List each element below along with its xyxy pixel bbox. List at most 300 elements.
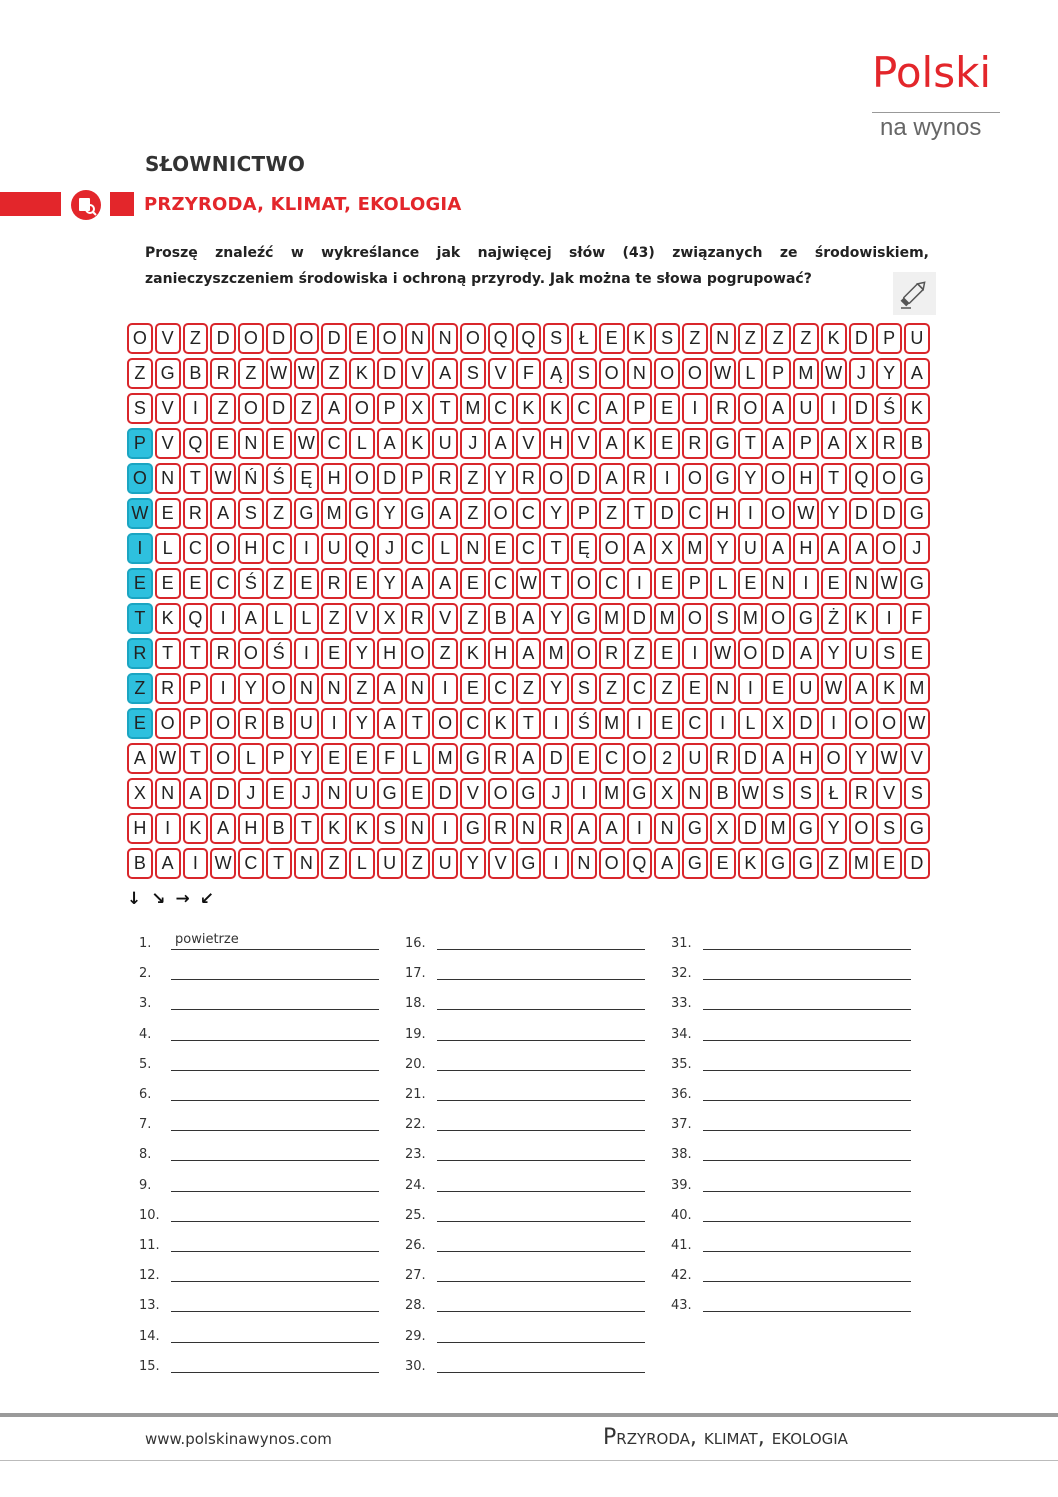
answer-input-line[interactable] <box>703 1040 911 1041</box>
grid-cell[interactable]: N <box>710 323 736 354</box>
grid-cell[interactable]: Z <box>321 848 347 879</box>
grid-cell[interactable]: I <box>571 778 597 809</box>
grid-cell[interactable]: T <box>738 428 764 459</box>
grid-cell[interactable]: N <box>627 358 653 389</box>
answer-input-line[interactable] <box>437 1251 645 1252</box>
grid-cell[interactable]: N <box>516 813 542 844</box>
grid-cell[interactable]: N <box>654 813 680 844</box>
grid-cell[interactable]: N <box>682 778 708 809</box>
grid-cell[interactable]: Ś <box>876 393 902 424</box>
grid-cell[interactable]: O <box>238 323 264 354</box>
grid-cell[interactable]: C <box>516 498 542 529</box>
grid-cell[interactable]: T <box>183 463 209 494</box>
grid-cell[interactable]: W <box>155 743 181 774</box>
grid-cell[interactable]: Ą <box>543 358 569 389</box>
grid-cell[interactable]: G <box>793 813 819 844</box>
grid-cell[interactable]: Q <box>488 323 514 354</box>
answer-input-line[interactable] <box>437 1100 645 1101</box>
grid-cell[interactable]: Ś <box>238 568 264 599</box>
grid-cell[interactable]: G <box>765 848 791 879</box>
grid-cell[interactable]: E <box>349 323 375 354</box>
grid-cell[interactable]: M <box>432 743 458 774</box>
grid-cell[interactable]: Z <box>321 603 347 634</box>
grid-cell[interactable]: G <box>682 813 708 844</box>
grid-cell[interactable]: G <box>294 498 320 529</box>
grid-cell[interactable]: A <box>654 848 680 879</box>
grid-cell[interactable]: I <box>210 673 236 704</box>
grid-cell[interactable]: D <box>377 358 403 389</box>
grid-cell[interactable]: R <box>183 498 209 529</box>
grid-cell[interactable]: G <box>904 813 930 844</box>
grid-cell[interactable]: C <box>599 743 625 774</box>
grid-cell[interactable]: S <box>793 778 819 809</box>
grid-cell[interactable]: B <box>904 428 930 459</box>
grid-cell[interactable]: O <box>849 708 875 739</box>
grid-cell[interactable]: W <box>516 568 542 599</box>
grid-cell[interactable]: S <box>543 323 569 354</box>
grid-cell[interactable]: Y <box>821 498 847 529</box>
grid-cell[interactable]: I <box>294 638 320 669</box>
grid-cell[interactable]: U <box>349 778 375 809</box>
grid-cell[interactable]: A <box>793 638 819 669</box>
grid-cell[interactable]: X <box>405 393 431 424</box>
grid-cell[interactable]: W <box>210 463 236 494</box>
grid-cell[interactable]: K <box>627 428 653 459</box>
grid-cell[interactable]: P <box>405 463 431 494</box>
answer-input-line[interactable] <box>437 1070 645 1071</box>
grid-cell[interactable]: K <box>349 358 375 389</box>
grid-cell[interactable]: D <box>876 498 902 529</box>
grid-cell[interactable]: Z <box>127 673 153 704</box>
grid-cell[interactable]: E <box>904 638 930 669</box>
grid-cell[interactable]: K <box>516 393 542 424</box>
grid-cell[interactable]: K <box>543 393 569 424</box>
grid-cell[interactable]: W <box>710 638 736 669</box>
grid-cell[interactable]: P <box>793 428 819 459</box>
grid-cell[interactable]: O <box>210 743 236 774</box>
grid-cell[interactable]: D <box>849 498 875 529</box>
grid-cell[interactable]: Y <box>543 498 569 529</box>
grid-cell[interactable]: J <box>377 533 403 564</box>
grid-cell[interactable]: G <box>627 778 653 809</box>
grid-cell[interactable]: J <box>294 778 320 809</box>
grid-cell[interactable]: U <box>682 743 708 774</box>
grid-cell[interactable]: Ż <box>821 603 847 634</box>
answer-input-line[interactable] <box>437 1009 645 1010</box>
grid-cell[interactable]: Y <box>821 638 847 669</box>
grid-cell[interactable]: Z <box>432 638 458 669</box>
grid-cell[interactable]: T <box>543 533 569 564</box>
grid-cell[interactable]: Ł <box>571 323 597 354</box>
answer-input-line[interactable] <box>437 979 645 980</box>
grid-cell[interactable]: N <box>294 848 320 879</box>
grid-cell[interactable]: Z <box>294 393 320 424</box>
grid-cell[interactable]: A <box>432 358 458 389</box>
grid-cell[interactable]: Ś <box>266 463 292 494</box>
answer-input-line[interactable] <box>437 1191 645 1192</box>
grid-cell[interactable]: E <box>654 428 680 459</box>
grid-cell[interactable]: E <box>349 568 375 599</box>
grid-cell[interactable]: T <box>627 498 653 529</box>
grid-cell[interactable]: N <box>155 778 181 809</box>
grid-cell[interactable]: X <box>377 603 403 634</box>
grid-cell[interactable]: O <box>849 813 875 844</box>
grid-cell[interactable]: I <box>627 568 653 599</box>
answer-input-line[interactable] <box>437 1221 645 1222</box>
grid-cell[interactable]: Z <box>266 498 292 529</box>
grid-cell[interactable]: B <box>266 813 292 844</box>
grid-cell[interactable]: D <box>765 638 791 669</box>
grid-cell[interactable]: R <box>155 673 181 704</box>
grid-cell[interactable]: G <box>904 568 930 599</box>
grid-cell[interactable]: M <box>904 673 930 704</box>
grid-cell[interactable]: O <box>127 323 153 354</box>
grid-cell[interactable]: E <box>266 428 292 459</box>
grid-cell[interactable]: I <box>432 813 458 844</box>
grid-cell[interactable]: H <box>793 463 819 494</box>
answer-input-line[interactable] <box>703 1070 911 1071</box>
grid-cell[interactable]: P <box>127 428 153 459</box>
grid-cell[interactable]: G <box>571 603 597 634</box>
grid-cell[interactable]: Z <box>405 848 431 879</box>
answer-input-line[interactable] <box>171 1009 379 1010</box>
grid-cell[interactable]: M <box>543 638 569 669</box>
grid-cell[interactable]: K <box>627 323 653 354</box>
grid-cell[interactable]: Z <box>599 498 625 529</box>
grid-cell[interactable]: V <box>488 848 514 879</box>
grid-cell[interactable]: P <box>183 673 209 704</box>
grid-cell[interactable]: N <box>321 673 347 704</box>
grid-cell[interactable]: A <box>571 813 597 844</box>
grid-cell[interactable]: M <box>599 778 625 809</box>
answer-input-line[interactable] <box>703 979 911 980</box>
grid-cell[interactable]: Y <box>821 813 847 844</box>
grid-cell[interactable]: C <box>460 708 486 739</box>
grid-cell[interactable]: T <box>183 638 209 669</box>
grid-cell[interactable]: R <box>321 568 347 599</box>
grid-cell[interactable]: A <box>849 533 875 564</box>
grid-cell[interactable]: G <box>904 463 930 494</box>
grid-cell[interactable]: I <box>738 673 764 704</box>
grid-cell[interactable]: O <box>876 708 902 739</box>
grid-cell[interactable]: O <box>765 498 791 529</box>
grid-cell[interactable]: P <box>765 358 791 389</box>
grid-cell[interactable]: P <box>266 743 292 774</box>
grid-cell[interactable]: N <box>710 673 736 704</box>
grid-cell[interactable]: Y <box>488 463 514 494</box>
grid-cell[interactable]: K <box>488 708 514 739</box>
grid-cell[interactable]: A <box>405 568 431 599</box>
grid-cell[interactable]: F <box>377 743 403 774</box>
grid-cell[interactable]: C <box>488 568 514 599</box>
grid-cell[interactable]: M <box>793 358 819 389</box>
grid-cell[interactable]: H <box>377 638 403 669</box>
grid-cell[interactable]: J <box>460 428 486 459</box>
grid-cell[interactable]: D <box>266 323 292 354</box>
grid-cell[interactable]: L <box>710 568 736 599</box>
grid-cell[interactable]: O <box>488 498 514 529</box>
grid-cell[interactable]: A <box>821 533 847 564</box>
grid-cell[interactable]: V <box>516 428 542 459</box>
grid-cell[interactable]: U <box>377 848 403 879</box>
grid-cell[interactable]: O <box>210 708 236 739</box>
grid-cell[interactable]: Q <box>516 323 542 354</box>
grid-cell[interactable]: D <box>627 603 653 634</box>
grid-cell[interactable]: P <box>377 393 403 424</box>
grid-cell[interactable]: W <box>904 708 930 739</box>
grid-cell[interactable]: A <box>904 358 930 389</box>
grid-cell[interactable]: I <box>821 708 847 739</box>
grid-cell[interactable]: C <box>516 533 542 564</box>
grid-cell[interactable]: F <box>904 603 930 634</box>
grid-cell[interactable]: E <box>321 743 347 774</box>
grid-cell[interactable]: Z <box>460 603 486 634</box>
grid-cell[interactable]: U <box>793 673 819 704</box>
grid-cell[interactable]: H <box>793 743 819 774</box>
grid-cell[interactable]: Z <box>460 463 486 494</box>
grid-cell[interactable]: L <box>349 848 375 879</box>
grid-cell[interactable]: W <box>210 848 236 879</box>
answer-input-line[interactable] <box>171 1160 379 1161</box>
grid-cell[interactable]: S <box>765 778 791 809</box>
grid-cell[interactable]: O <box>294 323 320 354</box>
grid-cell[interactable]: O <box>349 463 375 494</box>
grid-cell[interactable]: I <box>627 708 653 739</box>
grid-cell[interactable]: O <box>432 708 458 739</box>
grid-cell[interactable]: D <box>738 813 764 844</box>
grid-cell[interactable]: D <box>571 463 597 494</box>
grid-cell[interactable]: Z <box>654 673 680 704</box>
grid-cell[interactable]: R <box>710 393 736 424</box>
answer-input-line[interactable] <box>171 1372 379 1373</box>
grid-cell[interactable]: Y <box>849 743 875 774</box>
grid-cell[interactable]: A <box>432 498 458 529</box>
answer-input-line[interactable] <box>171 1130 379 1131</box>
grid-cell[interactable]: E <box>654 568 680 599</box>
grid-cell[interactable]: A <box>321 393 347 424</box>
grid-cell[interactable]: I <box>738 498 764 529</box>
grid-cell[interactable]: O <box>682 463 708 494</box>
grid-cell[interactable]: G <box>460 743 486 774</box>
grid-cell[interactable]: I <box>793 568 819 599</box>
grid-cell[interactable]: Y <box>876 358 902 389</box>
grid-cell[interactable]: O <box>488 778 514 809</box>
grid-cell[interactable]: W <box>127 498 153 529</box>
grid-cell[interactable]: O <box>765 463 791 494</box>
grid-cell[interactable]: X <box>654 778 680 809</box>
grid-cell[interactable]: K <box>321 813 347 844</box>
grid-cell[interactable]: Z <box>349 673 375 704</box>
grid-cell[interactable]: V <box>155 323 181 354</box>
grid-cell[interactable]: C <box>210 568 236 599</box>
grid-cell[interactable]: E <box>266 778 292 809</box>
grid-cell[interactable]: O <box>738 393 764 424</box>
grid-cell[interactable]: A <box>849 673 875 704</box>
grid-cell[interactable]: I <box>183 393 209 424</box>
grid-cell[interactable]: N <box>571 848 597 879</box>
grid-cell[interactable]: R <box>210 638 236 669</box>
grid-cell[interactable]: S <box>876 638 902 669</box>
grid-cell[interactable]: D <box>654 498 680 529</box>
grid-cell[interactable]: S <box>127 393 153 424</box>
grid-cell[interactable]: Ę <box>294 463 320 494</box>
grid-cell[interactable]: O <box>405 638 431 669</box>
grid-cell[interactable]: A <box>765 393 791 424</box>
grid-cell[interactable]: T <box>432 393 458 424</box>
grid-cell[interactable]: E <box>654 393 680 424</box>
grid-cell[interactable]: G <box>349 498 375 529</box>
grid-cell[interactable]: I <box>682 393 708 424</box>
grid-cell[interactable]: I <box>543 708 569 739</box>
grid-cell[interactable]: P <box>571 498 597 529</box>
grid-cell[interactable]: X <box>765 708 791 739</box>
grid-cell[interactable]: O <box>543 463 569 494</box>
grid-cell[interactable]: B <box>127 848 153 879</box>
grid-cell[interactable]: X <box>710 813 736 844</box>
grid-cell[interactable]: C <box>488 673 514 704</box>
grid-cell[interactable]: R <box>405 603 431 634</box>
grid-cell[interactable]: I <box>876 603 902 634</box>
answer-input-line[interactable] <box>703 1100 911 1101</box>
grid-cell[interactable]: H <box>127 813 153 844</box>
grid-cell[interactable]: A <box>516 603 542 634</box>
grid-cell[interactable]: S <box>710 603 736 634</box>
grid-cell[interactable]: D <box>738 743 764 774</box>
grid-cell[interactable]: P <box>876 323 902 354</box>
answer-input-line[interactable] <box>703 1009 911 1010</box>
grid-cell[interactable]: V <box>460 778 486 809</box>
grid-cell[interactable]: R <box>876 428 902 459</box>
grid-cell[interactable]: F <box>516 358 542 389</box>
grid-cell[interactable]: Q <box>349 533 375 564</box>
grid-cell[interactable]: S <box>654 323 680 354</box>
grid-cell[interactable]: Z <box>821 848 847 879</box>
grid-cell[interactable]: N <box>432 323 458 354</box>
grid-cell[interactable]: Z <box>238 358 264 389</box>
grid-cell[interactable]: G <box>405 498 431 529</box>
grid-cell[interactable]: Z <box>210 393 236 424</box>
grid-cell[interactable]: L <box>155 533 181 564</box>
grid-cell[interactable]: Ś <box>266 638 292 669</box>
grid-cell[interactable]: A <box>210 813 236 844</box>
grid-cell[interactable]: L <box>405 743 431 774</box>
grid-cell[interactable]: C <box>321 428 347 459</box>
grid-cell[interactable]: G <box>377 778 403 809</box>
grid-cell[interactable]: M <box>460 393 486 424</box>
grid-cell[interactable]: C <box>682 498 708 529</box>
grid-cell[interactable]: A <box>765 533 791 564</box>
grid-cell[interactable]: I <box>654 463 680 494</box>
answer-input-line[interactable] <box>437 1311 645 1312</box>
answer-input-line[interactable] <box>703 1130 911 1131</box>
grid-cell[interactable]: O <box>460 323 486 354</box>
grid-cell[interactable]: R <box>543 813 569 844</box>
grid-cell[interactable]: I <box>210 603 236 634</box>
grid-cell[interactable]: P <box>183 708 209 739</box>
grid-cell[interactable]: X <box>127 778 153 809</box>
grid-cell[interactable]: D <box>266 393 292 424</box>
grid-cell[interactable]: O <box>599 533 625 564</box>
grid-cell[interactable]: L <box>432 533 458 564</box>
grid-cell[interactable]: D <box>849 323 875 354</box>
grid-cell[interactable]: T <box>266 848 292 879</box>
grid-cell[interactable]: I <box>821 393 847 424</box>
grid-cell[interactable]: R <box>210 358 236 389</box>
grid-cell[interactable]: L <box>738 708 764 739</box>
grid-cell[interactable]: Z <box>127 358 153 389</box>
grid-cell[interactable]: C <box>682 708 708 739</box>
grid-cell[interactable]: Y <box>349 638 375 669</box>
grid-cell[interactable]: N <box>849 568 875 599</box>
grid-cell[interactable]: S <box>571 358 597 389</box>
grid-cell[interactable]: A <box>155 848 181 879</box>
grid-cell[interactable]: A <box>488 428 514 459</box>
grid-cell[interactable]: A <box>432 568 458 599</box>
grid-cell[interactable]: K <box>738 848 764 879</box>
grid-cell[interactable]: O <box>876 463 902 494</box>
answer-value[interactable]: powietrze <box>175 932 239 947</box>
grid-cell[interactable]: C <box>238 848 264 879</box>
grid-cell[interactable]: H <box>238 533 264 564</box>
grid-cell[interactable]: I <box>432 673 458 704</box>
grid-cell[interactable]: Z <box>266 568 292 599</box>
grid-cell[interactable]: G <box>460 813 486 844</box>
grid-cell[interactable]: S <box>571 673 597 704</box>
footer-url[interactable]: www.polskinawynos.com <box>145 1430 332 1448</box>
answer-input-line[interactable] <box>171 1342 379 1343</box>
grid-cell[interactable]: W <box>876 743 902 774</box>
grid-cell[interactable]: N <box>238 428 264 459</box>
grid-cell[interactable]: E <box>321 638 347 669</box>
answer-input-line[interactable] <box>437 1040 645 1041</box>
grid-cell[interactable]: Q <box>849 463 875 494</box>
grid-cell[interactable]: A <box>377 708 403 739</box>
grid-cell[interactable]: K <box>904 393 930 424</box>
grid-cell[interactable]: Z <box>627 638 653 669</box>
grid-cell[interactable]: W <box>294 428 320 459</box>
grid-cell[interactable]: I <box>627 813 653 844</box>
grid-cell[interactable]: A <box>765 743 791 774</box>
grid-cell[interactable]: O <box>571 638 597 669</box>
answer-input-line[interactable] <box>171 1070 379 1071</box>
grid-cell[interactable]: L <box>238 743 264 774</box>
grid-cell[interactable]: D <box>377 463 403 494</box>
grid-cell[interactable]: V <box>571 428 597 459</box>
grid-cell[interactable]: O <box>155 708 181 739</box>
grid-cell[interactable]: A <box>127 743 153 774</box>
grid-cell[interactable]: E <box>405 778 431 809</box>
grid-cell[interactable]: O <box>654 358 680 389</box>
grid-cell[interactable]: I <box>543 848 569 879</box>
grid-cell[interactable]: K <box>405 428 431 459</box>
grid-cell[interactable]: N <box>405 323 431 354</box>
grid-cell[interactable]: D <box>210 778 236 809</box>
grid-cell[interactable]: M <box>599 603 625 634</box>
grid-cell[interactable]: J <box>904 533 930 564</box>
grid-cell[interactable]: A <box>377 428 403 459</box>
grid-cell[interactable]: C <box>488 393 514 424</box>
grid-cell[interactable]: C <box>405 533 431 564</box>
grid-cell[interactable]: R <box>710 743 736 774</box>
grid-cell[interactable]: T <box>127 603 153 634</box>
grid-cell[interactable]: O <box>738 638 764 669</box>
grid-cell[interactable]: O <box>571 568 597 599</box>
grid-cell[interactable]: I <box>155 813 181 844</box>
grid-cell[interactable]: H <box>238 813 264 844</box>
grid-cell[interactable]: B <box>488 603 514 634</box>
grid-cell[interactable]: O <box>682 603 708 634</box>
grid-cell[interactable]: E <box>127 708 153 739</box>
